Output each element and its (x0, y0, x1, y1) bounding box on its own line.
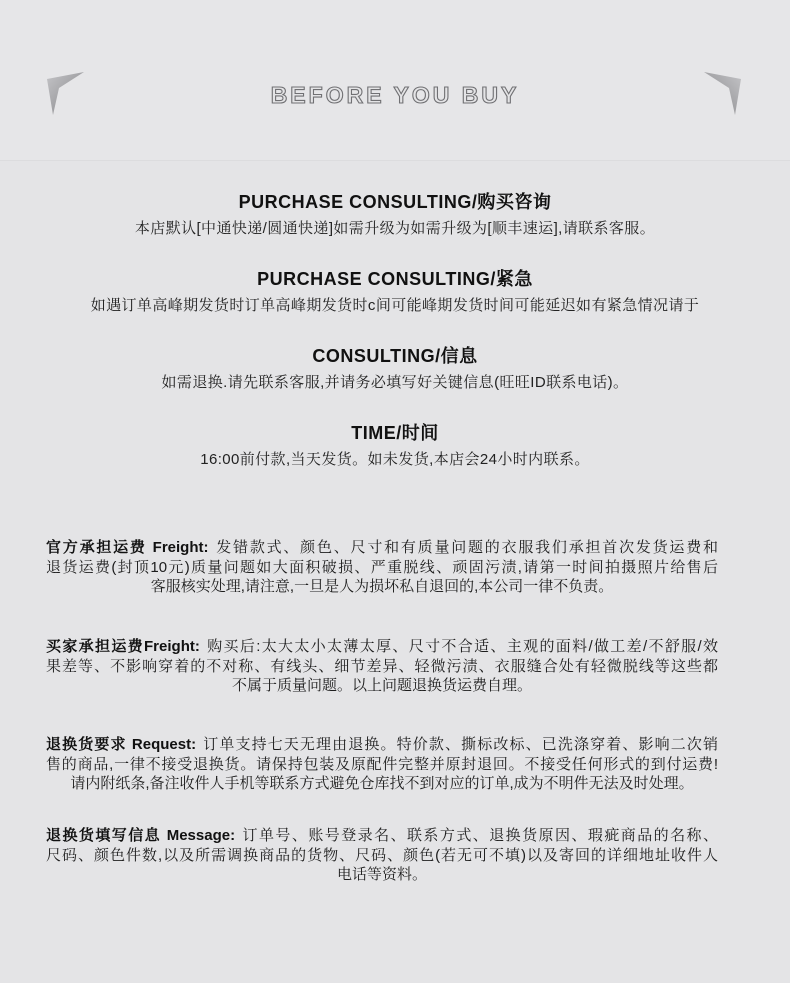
policy-line: 售的商品,一律不接受退换货。请保持包装及原配件完整并原封退回。不接受任何形式的到付运费! (46, 755, 718, 773)
policy-label: 退换货要求 Request: (46, 736, 197, 753)
section-text: 如需退换.请先联系客服,并请务必填写好关键信息(旺旺ID联系电话)。 (161, 374, 629, 391)
policy-line (46, 826, 718, 846)
consult-section-info (0, 344, 790, 393)
section-heading: CONSULTING/信息 (312, 346, 478, 366)
section-heading: TIME/时间 (351, 423, 439, 443)
consult-section-purchase (0, 190, 790, 239)
policy-text: 订单号、账号登录名、联系方式、退换货原因、瑕疵商品的名称、 (241, 827, 718, 844)
policy-line: 客服核实处理,请注意,一旦是人为损坏私自退回的,本公司一律不负责。 (150, 578, 614, 595)
section-text: 如遇订单高峰期发货时订单高峰期发货时c间可能峰期发货时间可能延迟如有紧急情况请于 (90, 297, 700, 314)
section-heading: PURCHASE CONSULTING/紧急 (257, 269, 533, 289)
policy-line: 请内附纸条,备注收件人手机等联系方式避免仓库找不到对应的订单,成为不明件无法及时处理。 (70, 775, 694, 792)
policy-return-request (46, 735, 718, 794)
policy-label: 官方承担运费 Freight: (46, 539, 209, 556)
policy-line: 果差等、不影响穿着的不对称、有线头、细节差异、轻微污渍、衣服缝合处有轻微脱线等这些都 (46, 657, 718, 675)
policy-buyer-freight (46, 637, 718, 696)
policy-line: 尺码、颜色件数,以及所需调换商品的货物、尺码、颜色(若无可不填)以及寄回的详细地址收件人 (46, 846, 718, 864)
section-text: 16:00前付款,当天发货。如未发货,本店会24小时内联系。 (200, 451, 590, 468)
policy-line: 不属于质量问题。以上问题退换货运费自理。 (231, 677, 532, 694)
policy-line (46, 735, 718, 755)
policy-label: 买家承担运费Freight: (46, 638, 200, 655)
header-decoration (0, 0, 790, 160)
policy-line (46, 637, 718, 657)
policy-line (46, 538, 718, 558)
policy-line: 电话等资料。 (336, 866, 427, 883)
policy-text: 订单支持七天无理由退换。特价款、撕标改标、已洗涤穿着、影响二次销 (202, 736, 718, 753)
policy-return-message (46, 826, 718, 885)
page-title: BEFORE YOU BUY (270, 82, 520, 108)
policy-text: 购买后:太大太小太薄太厚、尺寸不合适、主观的面料/做工差/不舒服/效 (205, 638, 718, 655)
policy-line: 退货运费(封顶10元)质量问题如大面积破损、严重脱线、顽固污渍,请第一时间拍摄照片给售后 (46, 558, 718, 576)
consult-section-urgent (0, 267, 790, 316)
consult-section-time (0, 421, 790, 470)
policy-text: 发错款式、颜色、尺寸和有质量问题的衣服我们承担首次发货运费和 (214, 539, 718, 556)
section-heading: PURCHASE CONSULTING/购买咨询 (238, 192, 552, 212)
policy-official-freight (46, 538, 718, 597)
section-text: 本店默认[中通快递/圆通快递]如需升级为如需升级为[顺丰速运],请联系客服。 (134, 220, 656, 237)
policy-label: 退换货填写信息 Message: (46, 827, 236, 844)
